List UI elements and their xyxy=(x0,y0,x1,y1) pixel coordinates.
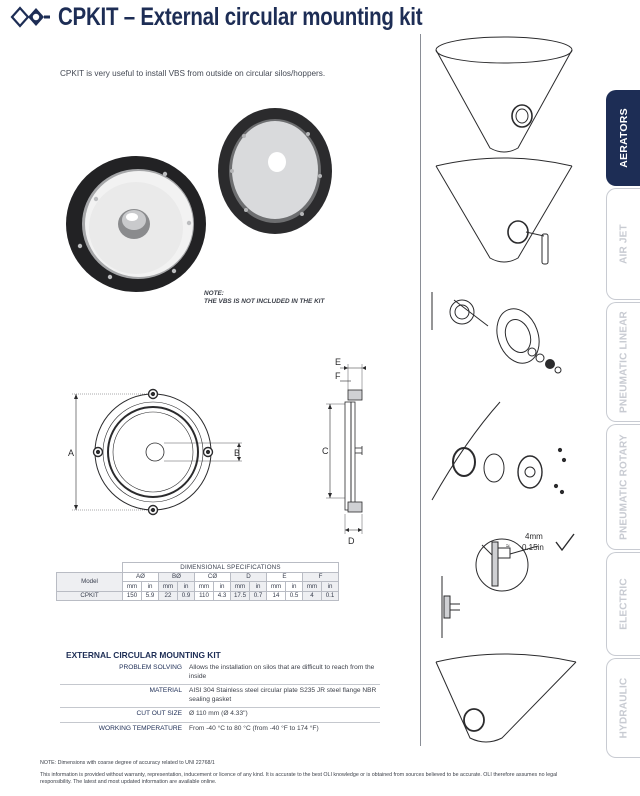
tab-hydraulic[interactable] xyxy=(606,658,640,758)
unit-header: mm xyxy=(159,582,178,592)
value-cell: 4 xyxy=(303,591,322,601)
hopper-illustration-3 xyxy=(436,654,576,742)
category-tabs xyxy=(606,70,640,760)
tab-label: HYDRAULIC xyxy=(618,677,629,739)
side-mount-illustration xyxy=(442,576,460,638)
unit-header: in xyxy=(214,582,231,592)
tab-label: PNEUMATIC ROTARY xyxy=(618,434,629,540)
note-label: NOTE: xyxy=(204,290,224,297)
column-group-header: AØ xyxy=(123,572,159,582)
note-text: THE VBS IS NOT INCLUDED IN THE KIT xyxy=(204,298,325,305)
spec-value: AISI 304 Stainless steel circular plate S235 JR steel flange NBR sealing gasket xyxy=(189,687,377,703)
tab-air-jet[interactable] xyxy=(606,188,640,300)
spec-value: From -40 °C to 80 °C (from -40 °F to 174 °F) xyxy=(189,724,319,732)
page-header xyxy=(0,0,598,34)
value-cell: 150 xyxy=(123,591,142,601)
tab-pneumatic-linear[interactable] xyxy=(606,302,640,422)
spec-label: WORKING TEMPERATURE xyxy=(98,724,182,732)
column-divider xyxy=(420,34,421,746)
dim-label-a: A xyxy=(68,448,75,458)
tab-label: AIR JET xyxy=(618,224,629,264)
unit-header: in xyxy=(322,582,339,592)
spec-value: Allows the installation on silos that are difficult to reach from the inside xyxy=(189,664,375,680)
mounting-kit-front-view xyxy=(66,156,206,292)
kit-section-title: EXTERNAL CIRCULAR MOUNTING KIT xyxy=(66,650,221,660)
exploded-assembly-illustration xyxy=(432,292,561,373)
column-group-header: D xyxy=(231,572,267,582)
column-group-header: F xyxy=(303,572,339,582)
technical-drawing xyxy=(56,352,386,552)
product-photo xyxy=(56,96,356,292)
oli-logo-icon xyxy=(8,5,54,29)
column-group-header: CØ xyxy=(195,572,231,582)
tab-label: AERATORS xyxy=(617,108,630,168)
tab-label: ELECTRIC xyxy=(618,578,629,630)
hopper-illustration-1 xyxy=(436,37,572,152)
photo-note xyxy=(204,290,324,306)
spec-row-material xyxy=(60,684,380,707)
unit-header: mm xyxy=(303,582,322,592)
tab-aerators[interactable] xyxy=(606,90,640,186)
silo-section-illustration xyxy=(432,402,566,500)
model-header: Model xyxy=(57,572,123,591)
spec-row-working-temperature xyxy=(60,722,380,737)
spec-label: MATERIAL xyxy=(149,687,182,695)
dim-label-d: D xyxy=(348,536,355,546)
dim-label-b: B xyxy=(234,448,241,458)
model-cell: CPKIT xyxy=(57,591,123,601)
value-cell: 0.1 xyxy=(322,591,339,601)
callout-mm: 4mm xyxy=(525,532,543,541)
tab-electric[interactable] xyxy=(606,552,640,656)
value-cell: 0.5 xyxy=(286,591,303,601)
footnote: NOTE: Dimensions with coarse degree of accuracy related to UNI 22768/1 xyxy=(40,760,215,766)
unit-header: mm xyxy=(195,582,214,592)
value-cell: 110 xyxy=(195,591,214,601)
table-title: DIMENSIONAL SPECIFICATIONS xyxy=(123,563,339,573)
value-cell: 17.5 xyxy=(231,591,250,601)
installation-drawings xyxy=(426,30,596,760)
unit-header: in xyxy=(178,582,195,592)
dimensional-specifications-table xyxy=(56,562,339,601)
spec-label: PROBLEM SOLVING xyxy=(119,664,182,671)
unit-header: in xyxy=(250,582,267,592)
spec-row-problem-solving xyxy=(60,662,380,684)
value-cell: 0.9 xyxy=(178,591,195,601)
mounting-kit-back-view xyxy=(218,108,332,234)
disclaimer: This information is provided without warranty, representation, inducement or licence of any kind. It is accurate to the best OLI knowledge or is obtained from sources believed to be accurate. OLI therefore assumes no legal responsibility. The latest and most updated information are available online. xyxy=(40,772,558,785)
column-group-header: BØ xyxy=(159,572,195,582)
spec-label: CUT OUT SIZE xyxy=(136,710,182,718)
value-cell: 14 xyxy=(267,591,286,601)
intro-text: CPKIT is very useful to install VBS from outside on circular silos/hoppers. xyxy=(60,69,326,78)
column-group-header: E xyxy=(267,572,303,582)
dim-label-f: F xyxy=(335,371,341,381)
value-cell: 4.3 xyxy=(214,591,231,601)
dim-label-e: E xyxy=(335,357,342,367)
tab-label: PNEUMATIC LINEAR xyxy=(618,311,629,413)
value-cell: 0.7 xyxy=(250,591,267,601)
unit-header: mm xyxy=(267,582,286,592)
unit-header: mm xyxy=(123,582,142,592)
unit-header: in xyxy=(286,582,303,592)
table-row xyxy=(57,591,339,601)
value-cell: 22 xyxy=(159,591,178,601)
callout-in: 0.15in xyxy=(522,543,544,552)
unit-header: in xyxy=(142,582,159,592)
page-title: CPKIT – External circular mounting kit xyxy=(58,3,423,31)
value-cell: 5.9 xyxy=(142,591,159,601)
hopper-illustration-2 xyxy=(436,158,572,264)
spec-value: Ø 110 mm (Ø 4.33") xyxy=(189,710,248,718)
kit-spec-list xyxy=(60,662,380,737)
spec-row-cut-out-size xyxy=(60,707,380,722)
dim-label-c: C xyxy=(322,446,329,456)
tab-pneumatic-rotary[interactable] xyxy=(606,424,640,550)
callout-approx: ≈ xyxy=(506,543,510,550)
unit-header: mm xyxy=(231,582,250,592)
